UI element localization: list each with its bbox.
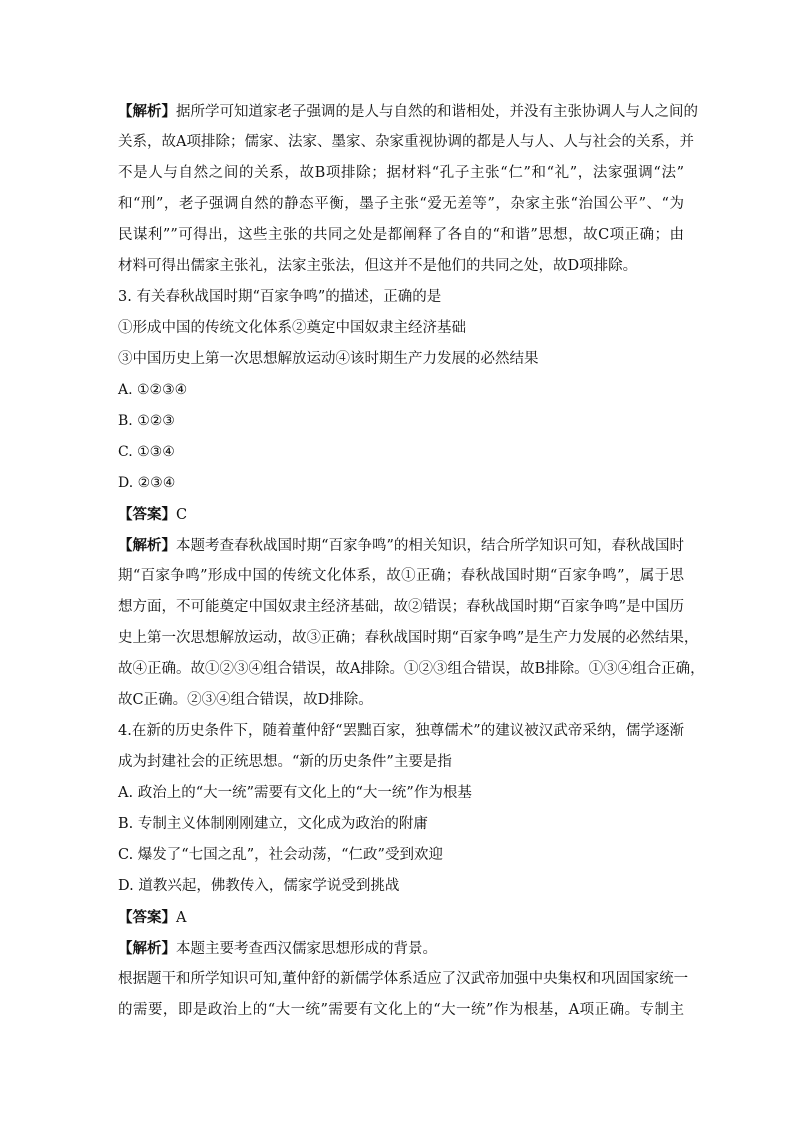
- line-text: A. 政治上的“大一统”需要有文化上的“大一统”作为根基: [118, 785, 472, 801]
- line-text: 故④正确。故①②③④组合错误，故A排除。①②③组合错误，故B排除。①③④组合正确，: [118, 661, 705, 677]
- text-line: [118, 747, 684, 778]
- text-line: [118, 344, 684, 375]
- text-line: [118, 499, 684, 530]
- text-line: [118, 282, 684, 313]
- section-tag: 【解析】: [118, 940, 176, 957]
- text-line: [118, 158, 684, 189]
- section-tag: 【答案】: [118, 506, 176, 523]
- text-line: [118, 251, 684, 282]
- line-text: 据所学可知道家老子强调的是人与自然的和谐相处，并没有主张协调人与人之间的: [176, 104, 698, 120]
- text-line: [118, 468, 684, 499]
- text-line: [118, 716, 684, 747]
- text-line: [118, 964, 689, 995]
- text-line: [118, 375, 684, 406]
- text-line: [118, 96, 698, 127]
- line-text: A. ①②③④: [118, 382, 188, 398]
- line-text: 故C正确。②③④组合错误，故D排除。: [118, 692, 373, 708]
- text-line: [118, 406, 684, 437]
- text-line: [118, 127, 694, 158]
- text-line: [118, 437, 684, 468]
- text-line: [118, 995, 684, 1026]
- text-line: [118, 530, 684, 561]
- line-text: 4.在新的历史条件下，随着董仲舒“罢黜百家，独尊儒术”的建议被汉武帝采纳，儒学逐渐: [118, 723, 684, 739]
- text-line: [118, 654, 705, 685]
- text-line: [118, 220, 684, 251]
- text-line: [118, 313, 684, 344]
- line-text: 的需要，即是政治上的“大一统”需要有文化上的“大一统”作为根基，A项正确。专制主: [118, 1002, 684, 1018]
- text-line: [118, 189, 684, 220]
- line-text: 材料可得出儒家主张礼，法家主张法，但这并不是他们的共同之处，故D项排除。: [118, 258, 638, 274]
- text-line: [118, 685, 684, 716]
- text-line: [118, 561, 684, 592]
- section-tag: 【答案】: [118, 909, 176, 926]
- line-text: C. 爆发了“七国之乱”，社会动荡，“仁政”受到欢迎: [118, 847, 443, 863]
- line-text: 史上第一次思想解放运动，故③正确；春秋战国时期“百家争鸣”是生产力发展的必然结果，: [118, 630, 699, 646]
- line-text: C: [176, 507, 188, 523]
- line-text: C. ①③④: [118, 444, 175, 460]
- line-text: 民谋利””可得出，这些主张的共同之处是都阐释了各自的“和谐”思想，故C项正确；由: [118, 227, 684, 243]
- line-text: ①形成中国的传统文化体系②奠定中国奴隶主经济基础: [118, 320, 466, 336]
- text-line: [118, 871, 684, 902]
- line-text: 期“百家争鸣”形成中国的传统文化体系，故①正确；春秋战国时期“百家争鸣”，属于思: [118, 568, 684, 584]
- section-tag: 【解析】: [118, 103, 176, 120]
- text-line: [118, 778, 684, 809]
- line-text: B. 专制主义体制刚刚建立，文化成为政治的附庸: [118, 816, 428, 832]
- text-line: [118, 840, 684, 871]
- text-line: [118, 902, 684, 933]
- section-tag: 【解析】: [118, 537, 177, 554]
- text-line: [118, 623, 699, 654]
- line-text: 关系，故A项排除；儒家、法家、墨家、杂家重视协调的都是人与人、人与社会的关系，并: [118, 134, 694, 150]
- text-line: [118, 933, 684, 964]
- line-text: 本题主要考查西汉儒家思想形成的背景。: [176, 941, 437, 957]
- line-text: 根据题干和所学知识可知,董仲舒的新儒学体系适应了汉武帝加强中央集权和巩固国家统一: [118, 971, 689, 987]
- line-text: D. 道教兴起，佛教传入，儒家学说受到挑战: [118, 878, 400, 894]
- line-text: D. ②③④: [118, 475, 176, 491]
- line-text: ③中国历史上第一次思想解放运动④该时期生产力发展的必然结果: [118, 351, 539, 367]
- line-text: 成为封建社会的正统思想。“新的历史条件”主要是指: [118, 754, 452, 770]
- line-text: 不是人与自然之间的关系，故B项排除；据材料“孔子主张“仁”和“礼”，法家强调“法”: [118, 165, 684, 181]
- line-text: 想方面，不可能奠定中国奴隶主经济基础，故②错误；春秋战国时期“百家争鸣”是中国历: [118, 599, 684, 615]
- line-text: A: [176, 910, 187, 926]
- line-text: 本题考查春秋战国时期“百家争鸣”的相关知识，结合所学知识可知，春秋战国时: [176, 538, 685, 554]
- text-line: [118, 809, 684, 840]
- document-page: [118, 96, 705, 1026]
- line-text: B. ①②③: [118, 413, 175, 429]
- text-line: [118, 592, 684, 623]
- line-text: 3. 有关春秋战国时期“百家争鸣”的描述，正确的是: [118, 289, 442, 305]
- line-text: 和“刑”，老子强调自然的静态平衡，墨子主张“爱无差等”，杂家主张“治国公平”、“为: [118, 196, 684, 212]
